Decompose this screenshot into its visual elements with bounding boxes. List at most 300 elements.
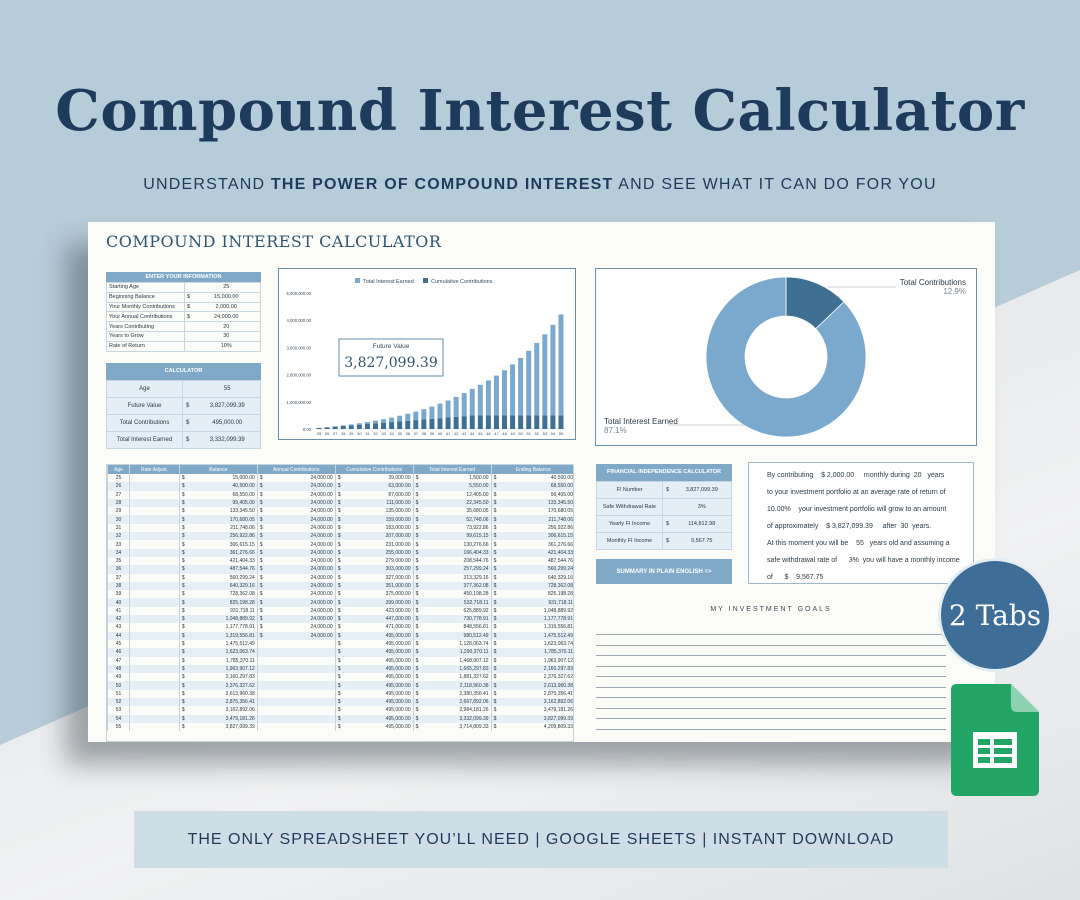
bar-segment bbox=[389, 422, 394, 429]
currency-symbol: $ bbox=[493, 624, 497, 631]
currency-symbol: $ bbox=[337, 475, 341, 482]
table-cell bbox=[491, 615, 574, 623]
bar-segment bbox=[381, 419, 386, 423]
table-cell bbox=[257, 681, 335, 689]
bar-segment bbox=[333, 427, 338, 429]
table-cell bbox=[257, 524, 335, 532]
table-cell bbox=[129, 499, 179, 507]
table-row bbox=[108, 557, 575, 565]
currency-symbol: $ bbox=[337, 690, 341, 697]
cell-value: 825,198.28 bbox=[229, 599, 255, 606]
cell-value: 931,718.11 bbox=[230, 607, 255, 614]
bar-segment bbox=[421, 409, 426, 419]
cell-value: 166,404.33 bbox=[463, 549, 489, 556]
cell-value: 728,362.08 bbox=[547, 583, 573, 589]
table-cell bbox=[179, 491, 257, 499]
bar-segment bbox=[446, 400, 451, 417]
info-row bbox=[107, 322, 261, 332]
currency-symbol: $ bbox=[337, 574, 341, 581]
table-cell bbox=[413, 640, 491, 648]
fi-value[interactable]: 114,812.98 bbox=[673, 516, 732, 533]
info-value[interactable]: 10% bbox=[193, 341, 261, 351]
cell-value: 450,198.28 bbox=[463, 591, 489, 598]
table-cell: 48 bbox=[108, 665, 130, 673]
table-cell bbox=[491, 574, 574, 582]
bar-segment bbox=[421, 419, 426, 429]
table-cell: 52 bbox=[108, 698, 130, 706]
table-cell bbox=[335, 574, 413, 582]
table-cell bbox=[257, 698, 335, 706]
cell-value: 15,000.00 bbox=[232, 475, 255, 482]
cell-value: 361,276.66 bbox=[229, 549, 255, 556]
cell-value: 1,881,327.62 bbox=[459, 674, 489, 681]
info-label: Years Contributing bbox=[107, 322, 185, 332]
cell-value: 24,000.00 bbox=[310, 624, 333, 631]
cell-value: 256,922.86 bbox=[547, 524, 573, 531]
table-cell bbox=[257, 598, 335, 606]
table-cell bbox=[413, 574, 491, 582]
fi-label: Safe Withdrawal Rate bbox=[597, 499, 663, 516]
table-header: Age bbox=[108, 465, 130, 474]
cell-value: 1,963,907.12 bbox=[543, 657, 573, 664]
calculator-label: Future Value bbox=[107, 398, 183, 415]
bar-segment bbox=[454, 397, 459, 417]
currency-symbol: $ bbox=[493, 607, 497, 614]
cell-value: 303,000.00 bbox=[385, 566, 411, 573]
calculator-value: 55 bbox=[195, 381, 261, 398]
cell-value: 1,048,889.92 bbox=[543, 607, 573, 614]
cell-value: 487,544.76 bbox=[547, 558, 573, 565]
x-tick-label: 44 bbox=[470, 431, 475, 436]
cell-value: 35,680.05 bbox=[466, 508, 489, 515]
table-cell bbox=[491, 582, 574, 590]
currency-symbol: $ bbox=[337, 699, 341, 706]
currency-symbol: $ bbox=[493, 665, 497, 672]
table-cell bbox=[413, 690, 491, 698]
cell-value: 39,000.00 bbox=[388, 475, 411, 482]
table-cell bbox=[491, 482, 574, 490]
info-label: Your Monthly Contributions bbox=[107, 302, 185, 312]
fi-currency: $ bbox=[663, 516, 673, 533]
table-cell bbox=[179, 515, 257, 523]
bar-segment bbox=[373, 423, 378, 429]
currency-symbol: $ bbox=[181, 715, 185, 722]
bar-segment bbox=[470, 389, 475, 416]
table-header: Cumulative Contributions bbox=[335, 465, 413, 474]
info-row bbox=[107, 283, 261, 293]
currency-symbol: $ bbox=[415, 665, 419, 672]
summary-button[interactable]: SUMMARY IN PLAIN ENGLISH => bbox=[596, 559, 732, 584]
currency-symbol: $ bbox=[259, 583, 263, 589]
cell-value: 1,128,063.74 bbox=[459, 641, 489, 648]
donut-chart bbox=[595, 268, 977, 446]
x-tick-label: 53 bbox=[542, 431, 548, 436]
currency-symbol: $ bbox=[337, 524, 341, 531]
table-cell bbox=[129, 590, 179, 598]
table-row bbox=[108, 515, 575, 523]
donut-label-contributions: Total Contributions bbox=[899, 278, 966, 287]
cell-value: 306,615.15 bbox=[547, 533, 573, 540]
currency-symbol: $ bbox=[337, 500, 341, 507]
currency-symbol: $ bbox=[415, 724, 419, 731]
table-row bbox=[108, 549, 575, 557]
x-tick-label: 48 bbox=[502, 431, 507, 436]
currency-symbol: $ bbox=[181, 475, 185, 482]
cell-value: 495,000.00 bbox=[385, 707, 411, 714]
currency-symbol: $ bbox=[493, 566, 497, 573]
table-cell bbox=[413, 681, 491, 689]
table-cell bbox=[413, 507, 491, 515]
x-tick-label: 29 bbox=[349, 431, 354, 436]
cell-value: 2,667,892.06 bbox=[459, 699, 489, 706]
info-value[interactable]: 30 bbox=[193, 331, 261, 341]
goals-title: MY INVESTMENT GOALS bbox=[710, 606, 832, 613]
goal-line bbox=[596, 687, 946, 688]
table-cell bbox=[129, 665, 179, 673]
goal-line bbox=[596, 708, 946, 709]
table-cell bbox=[129, 532, 179, 540]
info-row bbox=[107, 341, 261, 351]
table-cell bbox=[257, 590, 335, 598]
fi-value[interactable]: 9,567.75 bbox=[673, 533, 732, 550]
cell-value: 2,875,356.41 bbox=[225, 699, 255, 706]
cell-value: 1,468,907.12 bbox=[459, 657, 489, 664]
table-row bbox=[108, 623, 575, 631]
currency-symbol: $ bbox=[181, 665, 185, 672]
table-cell bbox=[413, 499, 491, 507]
currency-symbol: $ bbox=[493, 583, 497, 589]
cell-value: 2,875,356.41 bbox=[543, 690, 573, 697]
table-cell bbox=[129, 507, 179, 515]
currency-symbol: $ bbox=[337, 641, 341, 648]
spreadsheet-preview bbox=[88, 222, 995, 742]
table-cell bbox=[335, 673, 413, 681]
currency-symbol: $ bbox=[415, 558, 419, 565]
table-cell bbox=[491, 565, 574, 573]
bar-segment bbox=[494, 416, 499, 429]
currency-symbol: $ bbox=[415, 516, 419, 523]
table-cell: 44 bbox=[108, 632, 130, 640]
cell-value: 257,299.24 bbox=[463, 566, 489, 573]
table-cell bbox=[257, 640, 335, 648]
table-cell bbox=[413, 623, 491, 631]
table-cell bbox=[179, 532, 257, 540]
cell-value: 99,405.00 bbox=[550, 491, 573, 498]
cell-value: 1,177,778.91 bbox=[225, 624, 255, 631]
cell-value: 207,000.00 bbox=[385, 533, 411, 540]
table-cell bbox=[335, 491, 413, 499]
currency-symbol: $ bbox=[181, 674, 185, 681]
table-cell bbox=[129, 681, 179, 689]
currency-symbol: $ bbox=[415, 583, 419, 589]
bar-segment bbox=[341, 425, 346, 426]
table-cell bbox=[257, 715, 335, 723]
table-cell bbox=[335, 499, 413, 507]
currency-symbol: $ bbox=[493, 690, 497, 697]
cell-value: 130,276.66 bbox=[463, 541, 489, 548]
table-cell bbox=[491, 715, 574, 723]
info-value[interactable]: 20 bbox=[193, 322, 261, 332]
currency-symbol: $ bbox=[181, 682, 185, 689]
projection-table-wrap bbox=[106, 464, 574, 742]
currency-symbol: $ bbox=[493, 483, 497, 490]
table-cell bbox=[179, 690, 257, 698]
currency-symbol: $ bbox=[181, 524, 185, 531]
summary-line: to your investment portfolio at an average rate of return of bbox=[767, 489, 946, 496]
table-cell bbox=[413, 698, 491, 706]
cell-value: 24,000.00 bbox=[310, 500, 333, 507]
table-row bbox=[108, 640, 575, 648]
currency-symbol: $ bbox=[259, 516, 263, 523]
calculator-panel bbox=[106, 363, 261, 449]
table-cell bbox=[129, 723, 179, 731]
table-cell bbox=[335, 590, 413, 598]
cell-value: 2,376,327.62 bbox=[543, 674, 573, 681]
cell-value: 980,512.49 bbox=[463, 632, 489, 639]
cell-value: 3,827,099.39 bbox=[225, 724, 255, 731]
table-header: Rate Adjust. bbox=[129, 465, 179, 474]
x-tick-label: 31 bbox=[365, 431, 370, 436]
table-cell bbox=[413, 607, 491, 615]
table-cell bbox=[179, 549, 257, 557]
currency-symbol: $ bbox=[259, 616, 263, 623]
table-cell bbox=[179, 657, 257, 665]
currency-symbol: $ bbox=[259, 508, 263, 515]
cell-value: 135,000.00 bbox=[385, 508, 411, 515]
currency-symbol: $ bbox=[493, 508, 497, 515]
table-row bbox=[108, 690, 575, 698]
info-value[interactable]: 15,000.00 bbox=[193, 292, 261, 302]
cell-value: 24,000.00 bbox=[310, 533, 333, 540]
x-tick-label: 33 bbox=[381, 431, 386, 436]
currency-symbol: $ bbox=[493, 707, 497, 714]
info-row bbox=[107, 292, 261, 302]
currency-symbol: $ bbox=[181, 483, 185, 490]
currency-symbol: $ bbox=[181, 491, 185, 498]
info-currency bbox=[185, 322, 193, 332]
info-value[interactable]: 2,000.00 bbox=[193, 302, 261, 312]
table-cell bbox=[413, 482, 491, 490]
currency-symbol: $ bbox=[415, 475, 419, 482]
cell-value: 495,000.00 bbox=[385, 715, 411, 722]
cell-value: 313,329.16 bbox=[463, 574, 489, 581]
table-cell bbox=[413, 648, 491, 656]
bar-segment bbox=[357, 423, 362, 424]
currency-symbol: $ bbox=[415, 674, 419, 681]
table-cell bbox=[335, 715, 413, 723]
table-cell bbox=[179, 565, 257, 573]
cell-value: 2,118,960.38 bbox=[459, 682, 489, 689]
cell-value: 1,048,889.92 bbox=[225, 616, 255, 623]
table-cell bbox=[129, 598, 179, 606]
table-cell: 26 bbox=[108, 482, 130, 490]
cell-value: 24,000.00 bbox=[310, 591, 333, 598]
currency-symbol: $ bbox=[181, 583, 185, 589]
calculator-currency: $ bbox=[183, 415, 195, 432]
table-cell bbox=[491, 623, 574, 631]
cell-value: 24,000.00 bbox=[310, 574, 333, 581]
currency-symbol: $ bbox=[337, 566, 341, 573]
bar-segment bbox=[341, 426, 346, 429]
legend-swatch bbox=[423, 278, 428, 283]
table-cell bbox=[179, 482, 257, 490]
currency-symbol: $ bbox=[181, 690, 185, 697]
currency-symbol: $ bbox=[493, 657, 497, 664]
fi-value[interactable]: 3,827,099.39 bbox=[673, 482, 732, 499]
table-cell bbox=[129, 673, 179, 681]
table-cell bbox=[257, 557, 335, 565]
table-cell bbox=[179, 590, 257, 598]
cell-value: 3,827,099.39 bbox=[543, 715, 573, 722]
info-value[interactable]: 25 bbox=[193, 283, 261, 293]
x-tick-label: 34 bbox=[389, 431, 394, 436]
table-cell: 45 bbox=[108, 640, 130, 648]
table-cell: 28 bbox=[108, 499, 130, 507]
fi-currency: $ bbox=[663, 533, 673, 550]
cell-value: 495,000.00 bbox=[385, 682, 411, 689]
currency-symbol: $ bbox=[493, 500, 497, 507]
currency-symbol: $ bbox=[259, 591, 263, 598]
cell-value: 24,000.00 bbox=[310, 483, 333, 490]
table-cell: 42 bbox=[108, 615, 130, 623]
cell-value: 211,748.06 bbox=[230, 524, 255, 531]
legend-swatch bbox=[355, 278, 360, 283]
table-cell: 53 bbox=[108, 706, 130, 714]
bar-segment bbox=[397, 421, 402, 429]
summary-line: 10.00% your investment portfolio will grow to an amount bbox=[767, 506, 947, 513]
calculator-value: 3,827,099.39 bbox=[195, 398, 261, 415]
bar-segment bbox=[405, 414, 410, 421]
currency-symbol: $ bbox=[415, 524, 419, 531]
currency-symbol: $ bbox=[181, 724, 185, 731]
cell-value: 24,000.00 bbox=[310, 583, 333, 589]
currency-symbol: $ bbox=[337, 583, 341, 589]
table-cell bbox=[129, 582, 179, 590]
table-cell bbox=[129, 607, 179, 615]
summary-box bbox=[748, 462, 974, 584]
currency-symbol: $ bbox=[493, 574, 497, 581]
info-value[interactable]: 24,000.00 bbox=[193, 312, 261, 322]
table-cell bbox=[129, 657, 179, 665]
table-cell: 40 bbox=[108, 598, 130, 606]
cell-value: 24,000.00 bbox=[310, 475, 333, 482]
cell-value: 24,000.00 bbox=[310, 632, 333, 639]
cell-value: 22,345.50 bbox=[466, 500, 489, 507]
table-cell bbox=[129, 515, 179, 523]
table-cell bbox=[413, 632, 491, 640]
table-cell bbox=[491, 657, 574, 665]
table-cell bbox=[335, 723, 413, 731]
info-label: Starting Age bbox=[107, 283, 185, 293]
cell-value: 111,000.00 bbox=[386, 500, 411, 507]
currency-symbol: $ bbox=[337, 491, 341, 498]
summary-line: By contributing $ 2,000.00 monthly during 20 years bbox=[767, 472, 945, 479]
table-cell bbox=[413, 557, 491, 565]
bar-segment bbox=[429, 419, 434, 429]
table-cell bbox=[179, 598, 257, 606]
table-cell bbox=[413, 657, 491, 665]
projection-table bbox=[107, 465, 574, 731]
currency-symbol: $ bbox=[337, 657, 341, 664]
table-cell bbox=[413, 590, 491, 598]
fi-value[interactable]: 3% bbox=[673, 499, 732, 516]
x-tick-label: 28 bbox=[340, 431, 346, 436]
currency-symbol: $ bbox=[415, 533, 419, 540]
summary-line: of $ 9,567.75 bbox=[767, 574, 824, 581]
goal-line bbox=[596, 634, 946, 635]
calculator-table bbox=[106, 380, 261, 449]
bar-segment bbox=[486, 416, 491, 429]
currency-symbol: $ bbox=[259, 607, 263, 614]
table-cell bbox=[335, 681, 413, 689]
currency-symbol: $ bbox=[493, 632, 497, 639]
bar-segment bbox=[510, 416, 515, 429]
table-cell bbox=[257, 507, 335, 515]
currency-symbol: $ bbox=[181, 616, 185, 623]
table-cell bbox=[257, 623, 335, 631]
currency-symbol: $ bbox=[415, 591, 419, 598]
currency-symbol: $ bbox=[415, 699, 419, 706]
cell-value: 423,000.00 bbox=[385, 607, 411, 614]
table-cell bbox=[129, 632, 179, 640]
currency-symbol: $ bbox=[181, 541, 185, 548]
currency-symbol: $ bbox=[493, 699, 497, 706]
currency-symbol: $ bbox=[493, 641, 497, 648]
future-value-label: Future Value bbox=[372, 343, 410, 350]
cell-value: 2,160,297.83 bbox=[543, 665, 573, 672]
bar-segment bbox=[462, 416, 467, 429]
table-cell bbox=[335, 540, 413, 548]
table-row bbox=[108, 648, 575, 656]
info-header: ENTER YOUR INFORMATION bbox=[106, 272, 261, 282]
currency-symbol: $ bbox=[259, 574, 263, 581]
cell-value: 5,550.00 bbox=[469, 483, 489, 490]
table-cell bbox=[413, 706, 491, 714]
table-cell bbox=[491, 648, 574, 656]
y-tick-label: 4,000,000.00 bbox=[286, 318, 311, 324]
info-label: Years to Grow bbox=[107, 331, 185, 341]
table-cell bbox=[335, 706, 413, 714]
currency-symbol: $ bbox=[493, 475, 497, 482]
table-cell: 27 bbox=[108, 491, 130, 499]
table-cell bbox=[257, 482, 335, 490]
cell-value: 495,000.00 bbox=[385, 665, 411, 672]
table-cell bbox=[179, 474, 257, 482]
currency-symbol: $ bbox=[415, 541, 419, 548]
table-cell bbox=[491, 665, 574, 673]
table-cell bbox=[335, 640, 413, 648]
bar-segment bbox=[534, 343, 539, 416]
x-tick-label: 50 bbox=[518, 431, 523, 436]
goal-line bbox=[596, 729, 946, 730]
table-row bbox=[108, 574, 575, 582]
fi-currency: $ bbox=[663, 482, 673, 499]
currency-symbol: $ bbox=[493, 524, 497, 531]
table-row bbox=[108, 474, 575, 482]
table-cell bbox=[257, 648, 335, 656]
cell-value: 24,000.00 bbox=[310, 566, 333, 573]
bar-segment bbox=[478, 416, 483, 429]
table-cell: 30 bbox=[108, 515, 130, 523]
info-label: Your Annual Contributions bbox=[107, 312, 185, 322]
currency-symbol: $ bbox=[337, 724, 341, 731]
cell-value: 1,963,907.12 bbox=[225, 665, 255, 672]
cell-value: 931,718.11 bbox=[548, 599, 573, 606]
fi-row bbox=[597, 533, 732, 550]
currency-symbol: $ bbox=[259, 524, 263, 531]
table-cell bbox=[491, 706, 574, 714]
bar-segment bbox=[462, 393, 467, 416]
